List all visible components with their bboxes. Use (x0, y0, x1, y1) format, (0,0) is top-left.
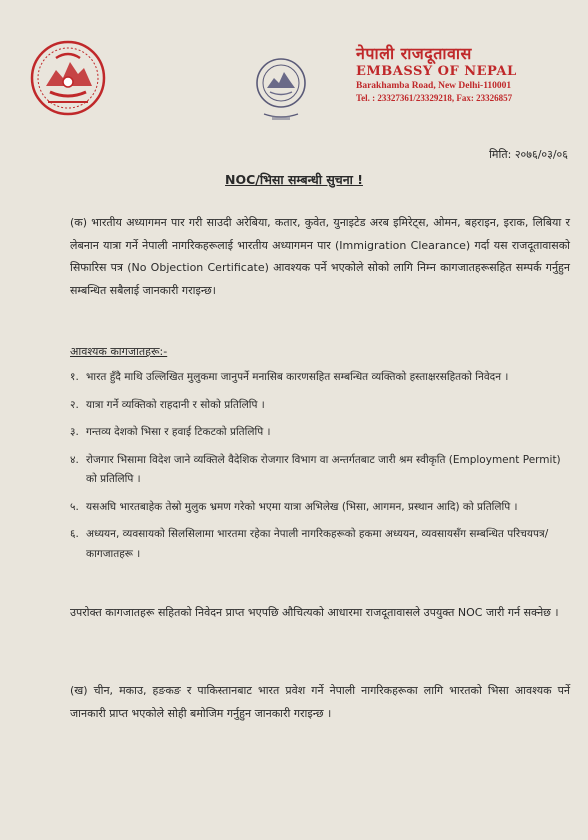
list-item: ५. यसअघि भारतबाहेक तेस्रो मुलुक भ्रमण गरेको भएमा यात्रा अभिलेख (भिसा, आगमन, प्रस्थान आदि) को प्रतिलिपि । (70, 500, 518, 513)
embassy-seal-icon (252, 56, 310, 124)
national-emblem-icon (30, 40, 106, 116)
embassy-contact: Tel. : 23327361/23329218, Fax: 23326857 (356, 93, 513, 103)
section-b-paragraph: (ख) चीन, मकाउ, हङकङ र पाकिस्तानबाट भारत प्रवेश गर्ने नेपाली नागरिकहरूका लागि भारतको भिसा आवश्यक पर्ने जानकारी प्राप्त भएकोले सोही बमोजिम गर्नुहुन जानकारी गराइन्छ । (70, 684, 570, 720)
embassy-name-english: EMBASSY OF NEPAL (356, 64, 517, 79)
letterhead (356, 44, 584, 104)
embassy-name-nepali: नेपाली राजदूतावास (356, 44, 472, 63)
list-item: ३. गन्तव्य देशको भिसा र हवाई टिकटको प्रतिलिपि । (70, 426, 271, 438)
closing-paragraph-a: उपरोक्त कागजातहरू सहितको निवेदन प्राप्त भएपछि औचित्यको आधारमा राजदूतावासले उपयुक्त NOC जारी गर्न सक्नेछ । (70, 606, 559, 619)
required-documents-heading: आवश्यक कागजातहरू:- (70, 345, 168, 358)
embassy-address: Barakhamba Road, New Delhi-110001 (356, 81, 512, 91)
list-item: ६. अध्ययन, व्यवसायको सिलसिलामा भारतमा रहेका नेपाली नागरिकहरूको हकमा अध्ययन, व्यवसायसँग सम्बन्धित परिचयपत्र/कागजातहरू । (70, 528, 549, 560)
notice-date: मिति: २०७६/०३/०६ (489, 148, 568, 161)
required-documents-list (70, 368, 570, 572)
notice-title: NOC/भिसा सम्बन्धी सुचना ! (225, 172, 363, 187)
list-item: २. यात्रा गर्ने व्यक्तिको राहदानी र सोको प्रतिलिपि । (70, 398, 265, 411)
list-item: १. भारत हुँदै माथि उल्लिखित मुलुकमा जानुपर्ने मनासिब कारणसहित सम्बन्धित व्यक्तिको हस्ताक्षरसहितको निवेदन । (70, 371, 509, 383)
list-item: ४. रोजगार भिसामा विदेश जाने व्यक्तिले वैदेशिक रोजगार विभाग वा अन्तर्गतबाट जारी श्रम स्वीकृति (Employment Permit) को प्रतिलिपि । (70, 453, 561, 485)
section-a-paragraph: (क) भारतीय अध्यागमन पार गरी साउदी अरेबिया, कतार, कुवेत, युनाइटेड अरब इमिरेट्स, ओमन, बहराइन, इराक, लिबिया र लेबनान यात्रा गर्ने नेपाली नागरिकहरूलाई भारतीय अध्यागमन पार (Immigration Clearance) गर्दा यस राजदूतावासको सिफारिस पत्र (No Objection Certificate) आवश्यक पर्ने भएकोले सोको लागि निम्न कागजातहरूसहित सम्पर्क गर्नुहुन सम्बन्धित सबैलाई जानकारी गराइन्छ। (70, 216, 570, 297)
